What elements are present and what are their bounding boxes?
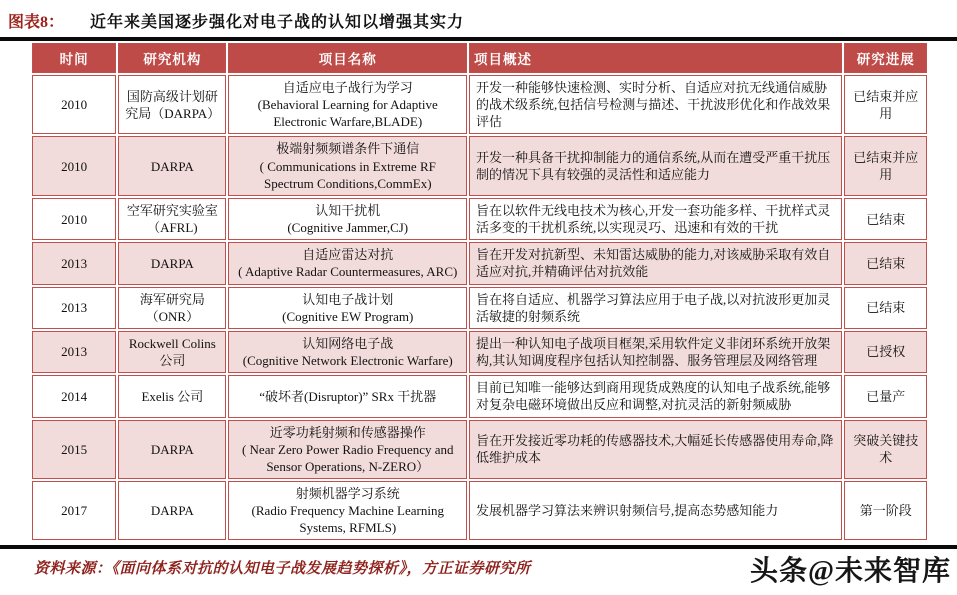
cell-time: 2015 [32, 420, 116, 479]
table-row [32, 287, 927, 329]
table-row [32, 420, 927, 479]
cell-org: DARPA [118, 242, 226, 284]
cell-progress: 已结束 [844, 198, 927, 240]
project-name-cn: 近零功耗射频和传感器操作 [269, 424, 426, 440]
table-row [32, 375, 927, 417]
cell-time: 2010 [32, 136, 116, 195]
column-header-description: 项目概述 [469, 43, 842, 73]
column-header-org: 研究机构 [118, 43, 226, 73]
cell-progress: 已授权 [844, 331, 927, 373]
cell-time: 2010 [32, 198, 116, 240]
cell-description: 目前已知唯一能够达到商用现货成熟度的认知电子战系统,能够对复杂电磁环境做出反应和调整,对抗灵活的新射频威胁 [469, 375, 842, 417]
table-row [32, 481, 927, 540]
project-name-cn: 射频机器学习系统 [295, 485, 400, 501]
cell-time: 2013 [32, 287, 116, 329]
project-name-en: (Cognitive EW Program) [282, 308, 414, 324]
cell-project [228, 420, 467, 479]
cell-progress: 已结束 [844, 242, 927, 284]
cell-time: 2013 [32, 331, 116, 373]
project-name-cn: “破坏者(Disruptor)” SRx 干扰器 [259, 388, 437, 404]
source-note: 资料来源：《面向体系对抗的认知电子战发展趋势探析》，方正证券研究所 [34, 561, 531, 578]
cell-project [228, 481, 467, 540]
cell-org: 空军研究实验室（AFRL) [118, 198, 226, 240]
project-name-cn: 极端射频频谱条件下通信 [276, 141, 420, 157]
cell-description: 旨在将自适应、机器学习算法应用于电子战,以对抗波形更加灵活敏捷的射频系统 [469, 287, 842, 329]
figure-title: 近年来美国逐步强化对电子战的认知以增强其实力 [90, 14, 465, 31]
cell-org: 国防高级计划研究局（DARPA） [118, 75, 226, 134]
project-name-en: (Cognitive Network Electronic Warfare) [242, 353, 453, 369]
table-row [32, 136, 927, 195]
cell-progress: 已结束 [844, 287, 927, 329]
project-name-en: (Cognitive Jammer,CJ) [287, 220, 409, 236]
cell-project [228, 75, 467, 134]
project-name-en: (Behavioral Learning for Adaptive Electronic Warfare,BLADE) [257, 97, 438, 130]
table-body [32, 75, 927, 540]
project-name-cn: 自适应电子战行为学习 [282, 80, 413, 95]
cell-org: Exelis 公司 [118, 375, 226, 417]
cell-project [228, 287, 467, 329]
project-name-en: ( Near Zero Power Radio Frequency and Sensor Operations, N-ZERO） [241, 441, 454, 474]
cell-time: 2017 [32, 481, 116, 540]
figure-label: 图表8： [8, 14, 65, 31]
programs-table [30, 41, 929, 542]
cell-progress: 突破关键技术 [844, 420, 927, 479]
cell-progress: 已结束并应用 [844, 75, 927, 134]
cell-progress: 已结束并应用 [844, 136, 927, 195]
cell-description: 旨在开发接近零功耗的传感器技术,大幅延长传感器使用寿命,降低维护成本 [469, 420, 842, 479]
cell-org: DARPA [118, 420, 226, 479]
project-name-en: ( Adaptive Radar Countermeasures, ARC) [238, 264, 458, 280]
table-header [32, 43, 927, 73]
cell-org: 海军研究局（ONR） [118, 287, 226, 329]
cell-project [228, 242, 467, 284]
table-row [32, 242, 927, 284]
project-name-cn: 认知电子战计划 [302, 291, 394, 307]
cell-project [228, 198, 467, 240]
project-name-en: ( Communications in Extreme RF Spectrum Conditions,CommEx) [259, 158, 436, 191]
cell-description: 开发一种具备干扰抑制能力的通信系统,从而在遭受严重干扰压制的情况下具有较强的灵活性和适应能力 [469, 136, 842, 195]
column-header-project: 项目名称 [228, 43, 467, 73]
watermark: 头条@未来智库 [749, 556, 951, 588]
cell-time: 2013 [32, 242, 116, 284]
programs-table-wrapper [30, 41, 929, 542]
cell-project [228, 136, 467, 195]
cell-org: DARPA [118, 136, 226, 195]
cell-description: 发展机器学习算法来辨识射频信号,提高态势感知能力 [469, 481, 842, 540]
project-name-cn: 认知网络电子战 [302, 335, 394, 351]
project-name-en: (Radio Frequency Machine Learning Systems, RFMLS) [251, 503, 444, 536]
cell-time: 2014 [32, 375, 116, 417]
cell-time: 2010 [32, 75, 116, 134]
table-row [32, 75, 927, 134]
figure-title-row [0, 0, 957, 32]
table-row [32, 198, 927, 240]
cell-project [228, 375, 467, 417]
cell-org: Rockwell Colins 公司 [118, 331, 226, 373]
cell-description: 旨在开发对抗新型、未知雷达威胁的能力,对该威胁采取有效自适应对抗,并精确评估对抗效能 [469, 242, 842, 284]
cell-project [228, 331, 467, 373]
project-name-cn: 自适应雷达对抗 [302, 247, 394, 263]
column-header-progress: 研究进展 [844, 43, 927, 73]
cell-description: 旨在以软件无线电技术为核心,开发一套功能多样、干扰样式灵活多变的干扰机系统,以实现灵巧、迅速和有效的干扰 [469, 198, 842, 240]
column-header-time: 时间 [32, 43, 116, 73]
cell-description: 开发一种能够快速检测、实时分析、自适应对抗无线通信威胁的战术级系统,包括信号检测与描述、干扰波形优化和作战效果评估 [469, 75, 842, 134]
cell-org: DARPA [118, 481, 226, 540]
cell-progress: 已量产 [844, 375, 927, 417]
cell-progress: 第一阶段 [844, 481, 927, 540]
header-row [32, 43, 927, 73]
cell-description: 提出一种认知电子战项目框架,采用软件定义非闭环系统开放架构,其认知调度程序包括认知控制器、服务管理层及网络管理 [469, 331, 842, 373]
footer [0, 549, 957, 589]
project-name-cn: 认知干扰机 [315, 202, 381, 218]
table-row [32, 331, 927, 373]
